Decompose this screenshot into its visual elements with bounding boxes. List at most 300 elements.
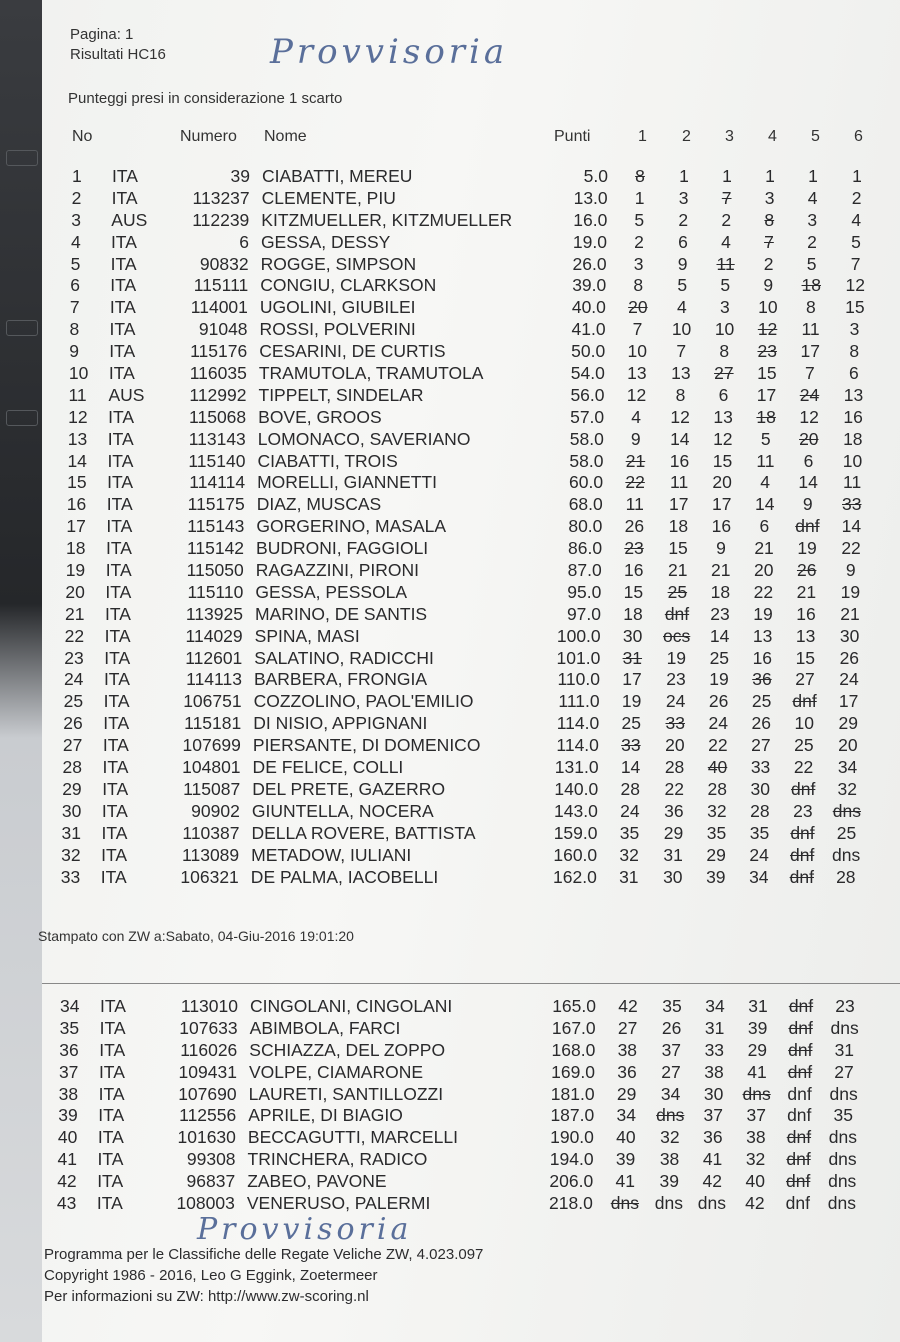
table-row bbox=[40, 275, 898, 297]
points-cell: 60.0 bbox=[569, 472, 604, 493]
nation-cell: ITA bbox=[104, 647, 131, 668]
race-1-cell: 20 bbox=[628, 297, 648, 318]
race-3-cell: 25 bbox=[709, 647, 730, 668]
race-6-cell: 35 bbox=[833, 1105, 853, 1126]
crew-name-cell: ROGGE, SIMPSON bbox=[260, 253, 417, 274]
race-1-cell: 1 bbox=[634, 187, 645, 208]
nation-cell: ITA bbox=[106, 494, 133, 515]
race-5-cell: 17 bbox=[800, 341, 820, 362]
crew-name-cell: BUDRONI, FAGGIOLI bbox=[256, 538, 429, 559]
nation-cell: ITA bbox=[109, 297, 136, 318]
race-4-cell: 29 bbox=[747, 1039, 768, 1060]
position-cell: 29 bbox=[62, 778, 82, 799]
nation-cell: ITA bbox=[104, 625, 131, 646]
race-3-cell: 42 bbox=[702, 1171, 722, 1192]
results-table-page1 bbox=[42, 166, 900, 888]
crew-name-cell: CONGIU, CLARKSON bbox=[260, 275, 437, 296]
points-cell: 168.0 bbox=[551, 1039, 596, 1060]
race-1-cell: 2 bbox=[634, 231, 644, 252]
sail-number-cell: 106751 bbox=[183, 691, 242, 712]
table-row bbox=[37, 494, 895, 516]
sail-number-cell: 99308 bbox=[186, 1149, 236, 1170]
race-5-cell: 16 bbox=[796, 603, 816, 624]
race-1-cell: 23 bbox=[624, 538, 644, 559]
race-2-cell: 26 bbox=[661, 1017, 682, 1038]
position-cell: 31 bbox=[61, 822, 81, 843]
race-4-cell: 11 bbox=[756, 450, 775, 471]
race-4-cell: 37 bbox=[746, 1105, 766, 1126]
results-table-page2 bbox=[42, 996, 900, 1215]
points-cell: 80.0 bbox=[568, 516, 603, 537]
race-4-cell: 23 bbox=[757, 341, 777, 362]
footer-copyright: Copyright 1986 - 2016, Leo G Eggink, Zoetermeer bbox=[44, 1267, 378, 1284]
race-2-cell: 22 bbox=[664, 778, 684, 799]
results-sheet bbox=[38, 0, 900, 1342]
keyboard-key bbox=[6, 320, 38, 336]
race-1-cell: 8 bbox=[633, 275, 644, 296]
race-2-cell: 13 bbox=[671, 363, 691, 384]
table-row bbox=[39, 363, 897, 385]
race-6-cell: 30 bbox=[839, 625, 860, 646]
col-header-race-2: 2 bbox=[682, 128, 691, 145]
race-4-cell: 31 bbox=[748, 996, 768, 1016]
table-row bbox=[42, 166, 900, 188]
race-6-cell: 12 bbox=[845, 275, 865, 296]
race-3-cell: 13 bbox=[713, 406, 733, 427]
table-row bbox=[32, 801, 890, 823]
race-1-cell: 38 bbox=[617, 1039, 638, 1060]
race-3-cell: 38 bbox=[704, 1061, 724, 1082]
nation-cell: ITA bbox=[102, 757, 129, 778]
nation-cell: AUS bbox=[108, 384, 145, 405]
race-6-cell: 10 bbox=[842, 450, 863, 471]
sail-number-cell: 115050 bbox=[186, 560, 244, 581]
race-1-cell: 32 bbox=[619, 844, 639, 865]
crew-name-cell: MORELLI, GIANNETTI bbox=[257, 472, 437, 493]
race-1-cell: 5 bbox=[634, 209, 645, 230]
points-cell: 169.0 bbox=[551, 1061, 595, 1082]
position-cell: 9 bbox=[69, 341, 79, 362]
race-6-cell: 32 bbox=[837, 778, 857, 799]
points-cell: 101.0 bbox=[556, 647, 601, 668]
nation-cell: ITA bbox=[96, 1193, 123, 1214]
race-3-cell: 22 bbox=[708, 735, 728, 756]
points-cell: 39.0 bbox=[572, 275, 607, 296]
points-cell: 181.0 bbox=[550, 1083, 595, 1104]
race-4-cell: 22 bbox=[753, 581, 774, 602]
race-5-cell: dnf bbox=[788, 1017, 813, 1038]
position-cell: 20 bbox=[65, 581, 85, 602]
crew-name-cell: GIUNTELLA, NOCERA bbox=[251, 800, 434, 821]
crew-name-cell: CIABATTI, MEREU bbox=[262, 166, 413, 186]
crew-name-cell: SCHIAZZA, DEL ZOPPO bbox=[249, 1039, 446, 1060]
crew-name-cell: ROSSI, POLVERINI bbox=[259, 319, 416, 340]
nation-cell: ITA bbox=[107, 428, 134, 449]
crew-name-cell: DEL PRETE, GAZERRO bbox=[252, 778, 446, 799]
race-2-cell: 31 bbox=[663, 844, 683, 865]
race-5-cell: 6 bbox=[803, 450, 814, 471]
race-5-cell: dnf bbox=[787, 1083, 812, 1104]
table-row bbox=[33, 713, 891, 735]
race-4-cell: 41 bbox=[747, 1061, 767, 1082]
race-4-cell: 42 bbox=[745, 1193, 765, 1214]
race-6-cell: 19 bbox=[840, 581, 861, 602]
sail-number-cell: 101630 bbox=[177, 1127, 236, 1148]
position-cell: 36 bbox=[59, 1039, 79, 1060]
race-2-cell: dns bbox=[654, 1193, 683, 1214]
race-2-cell: 1 bbox=[679, 166, 689, 186]
crew-name-cell: TRAMUTOLA, TRAMUTOLA bbox=[258, 363, 484, 384]
race-2-cell: 12 bbox=[670, 406, 690, 427]
position-cell: 37 bbox=[58, 1061, 79, 1082]
sail-number-cell: 110387 bbox=[182, 822, 240, 843]
position-cell: 21 bbox=[65, 603, 85, 624]
points-cell: 159.0 bbox=[553, 822, 598, 843]
race-6-cell: 27 bbox=[834, 1061, 854, 1082]
sail-number-cell: 114113 bbox=[186, 669, 242, 690]
race-6-cell: 31 bbox=[834, 1039, 855, 1060]
race-3-cell: 2 bbox=[721, 209, 732, 230]
sail-number-cell: 109431 bbox=[178, 1061, 237, 1082]
table-row bbox=[41, 254, 899, 276]
points-cell: 111.0 bbox=[558, 691, 600, 712]
table-row bbox=[42, 188, 900, 210]
sail-number-cell: 115143 bbox=[187, 516, 245, 537]
table-row bbox=[36, 560, 894, 582]
position-cell: 30 bbox=[61, 800, 82, 821]
race-6-cell: 3 bbox=[849, 319, 860, 340]
nation-cell: ITA bbox=[100, 996, 126, 1016]
sail-number-cell: 108003 bbox=[176, 1193, 235, 1214]
position-cell: 7 bbox=[69, 297, 80, 318]
race-5-cell: dnf bbox=[787, 1105, 812, 1126]
race-5-cell: 25 bbox=[794, 735, 814, 756]
race-3-cell: 34 bbox=[705, 996, 725, 1016]
sail-number-cell: 115140 bbox=[188, 450, 246, 471]
points-cell: 165.0 bbox=[552, 996, 596, 1016]
sail-number-cell: 39 bbox=[230, 166, 250, 186]
race-5-cell: 7 bbox=[804, 363, 815, 384]
nation-cell: ITA bbox=[110, 253, 137, 274]
nation-cell: ITA bbox=[108, 363, 135, 384]
race-6-cell: 22 bbox=[841, 538, 861, 559]
race-4-cell: 40 bbox=[745, 1171, 765, 1192]
table-row bbox=[37, 451, 895, 473]
crew-name-cell: DI NISIO, APPIGNANI bbox=[253, 713, 428, 734]
race-3-cell: 37 bbox=[703, 1105, 723, 1126]
race-1-cell: 26 bbox=[624, 516, 645, 537]
position-cell: 2 bbox=[71, 187, 82, 208]
crew-name-cell: GORGERINO, MASALA bbox=[256, 516, 447, 537]
points-cell: 140.0 bbox=[554, 778, 599, 799]
race-2-cell: 36 bbox=[664, 800, 684, 821]
nation-cell: ITA bbox=[105, 581, 132, 602]
race-4-cell: 8 bbox=[764, 209, 775, 230]
table-row bbox=[27, 1193, 885, 1215]
race-4-cell: 6 bbox=[759, 516, 770, 537]
race-1-cell: 9 bbox=[630, 428, 641, 449]
crew-name-cell: GESSA, DESSY bbox=[260, 231, 391, 252]
table-row bbox=[32, 779, 890, 801]
position-cell: 34 bbox=[60, 996, 80, 1016]
table-row bbox=[29, 1062, 887, 1084]
crew-name-cell: GESSA, PESSOLA bbox=[255, 581, 408, 602]
footer-program: Programma per le Classifiche delle Regate Veliche ZW, 4.023.097 bbox=[44, 1246, 484, 1263]
race-2-cell: 27 bbox=[661, 1061, 681, 1082]
table-row bbox=[28, 1149, 886, 1171]
race-4-cell: 36 bbox=[752, 669, 772, 690]
race-3-cell: 41 bbox=[702, 1149, 723, 1170]
race-5-cell: 5 bbox=[806, 253, 817, 274]
position-cell: 11 bbox=[68, 384, 87, 405]
race-1-cell: 12 bbox=[626, 384, 647, 405]
nation-cell: ITA bbox=[107, 472, 134, 493]
sail-number-cell: 115068 bbox=[189, 406, 247, 427]
race-4-cell: 10 bbox=[758, 297, 778, 318]
position-cell: 35 bbox=[59, 1017, 80, 1038]
race-4-cell: 19 bbox=[753, 603, 773, 624]
points-cell: 114.0 bbox=[556, 713, 600, 734]
sail-number-cell: 113010 bbox=[180, 996, 238, 1016]
race-1-cell: 10 bbox=[627, 341, 647, 362]
race-6-cell: 21 bbox=[840, 603, 860, 624]
race-4-cell: 18 bbox=[756, 406, 776, 427]
position-cell: 12 bbox=[68, 406, 88, 427]
position-cell: 3 bbox=[71, 209, 82, 230]
position-cell: 23 bbox=[64, 647, 84, 668]
col-header-race-4: 4 bbox=[768, 128, 777, 145]
sail-number-cell: 112992 bbox=[189, 384, 247, 405]
position-cell: 14 bbox=[67, 450, 87, 471]
race-6-cell: dns bbox=[828, 1127, 858, 1148]
footer-info: Per informazioni su ZW: http://www.zw-scoring.nl bbox=[44, 1288, 369, 1305]
race-1-cell: 34 bbox=[616, 1105, 636, 1126]
position-cell: 25 bbox=[63, 691, 84, 712]
points-cell: 5.0 bbox=[583, 166, 608, 186]
sail-number-cell: 107699 bbox=[182, 735, 241, 756]
nation-cell: ITA bbox=[98, 1061, 125, 1082]
col-header-number: Numero bbox=[180, 128, 237, 145]
race-4-cell: 12 bbox=[757, 319, 778, 340]
race-6-cell: 13 bbox=[843, 384, 864, 405]
race-4-cell: 1 bbox=[765, 166, 775, 186]
table-row bbox=[34, 669, 892, 691]
race-2-cell: 20 bbox=[665, 735, 685, 756]
points-cell: 41.0 bbox=[571, 319, 606, 340]
points-cell: 162.0 bbox=[553, 866, 597, 887]
points-cell: 58.0 bbox=[569, 450, 604, 471]
table-row bbox=[35, 582, 893, 604]
race-3-cell: 18 bbox=[710, 581, 731, 602]
crew-name-cell: CESARINI, DE CURTIS bbox=[259, 341, 446, 362]
crew-name-cell: DE FELICE, COLLI bbox=[252, 757, 404, 778]
race-3-cell: 26 bbox=[708, 691, 729, 712]
nation-cell: ITA bbox=[103, 669, 130, 690]
race-1-cell: 27 bbox=[617, 1017, 638, 1038]
table-row bbox=[35, 626, 893, 648]
crew-name-cell: METADOW, IULIANI bbox=[251, 844, 412, 865]
race-6-cell: 7 bbox=[850, 253, 861, 274]
race-5-cell: dnf bbox=[786, 1171, 811, 1192]
race-2-cell: 29 bbox=[663, 822, 684, 843]
race-3-cell: 32 bbox=[707, 800, 727, 821]
points-cell: 218.0 bbox=[549, 1193, 593, 1214]
race-6-cell: 29 bbox=[838, 713, 858, 734]
sail-number-cell: 115175 bbox=[187, 494, 245, 515]
race-4-cell: 28 bbox=[750, 800, 770, 821]
race-4-cell: dns bbox=[742, 1083, 771, 1104]
race-6-cell: 15 bbox=[845, 297, 865, 318]
crew-name-cell: LAURETI, SANTILLOZZI bbox=[248, 1083, 444, 1104]
sail-number-cell: 107633 bbox=[179, 1017, 238, 1038]
points-cell: 57.0 bbox=[570, 406, 605, 427]
race-6-cell: dns bbox=[832, 844, 861, 865]
race-5-cell: 15 bbox=[795, 647, 816, 668]
keyboard-key bbox=[6, 410, 38, 426]
sail-number-cell: 106321 bbox=[180, 866, 239, 887]
points-cell: 95.0 bbox=[567, 581, 602, 602]
race-2-cell: 25 bbox=[667, 581, 688, 602]
race-6-cell: dns bbox=[828, 1171, 857, 1192]
crew-name-cell: CINGOLANI, CINGOLANI bbox=[250, 996, 453, 1016]
nation-cell: ITA bbox=[100, 866, 127, 887]
nation-cell: ITA bbox=[109, 341, 136, 362]
race-1-cell: 29 bbox=[616, 1083, 637, 1104]
sail-number-cell: 114114 bbox=[189, 472, 246, 493]
position-cell: 17 bbox=[66, 516, 86, 537]
race-1-cell: 18 bbox=[623, 603, 643, 624]
points-cell: 167.0 bbox=[551, 1017, 596, 1038]
crew-name-cell: BECCAGUTTI, MARCELLI bbox=[247, 1127, 458, 1148]
race-5-cell: 23 bbox=[793, 800, 813, 821]
sail-number-cell: 115110 bbox=[187, 581, 244, 602]
sail-number-cell: 112239 bbox=[192, 209, 250, 230]
race-6-cell: 25 bbox=[836, 822, 857, 843]
race-3-cell: 16 bbox=[711, 516, 732, 537]
nation-cell: ITA bbox=[106, 516, 133, 537]
nation-cell: ITA bbox=[98, 1105, 125, 1126]
race-3-cell: 7 bbox=[721, 187, 732, 208]
nation-cell: ITA bbox=[97, 1171, 124, 1192]
table-row bbox=[34, 691, 892, 713]
race-1-cell: 40 bbox=[616, 1127, 636, 1148]
race-4-cell: 2 bbox=[763, 253, 774, 274]
col-header-race-3: 3 bbox=[725, 128, 734, 145]
sail-number-cell: 113925 bbox=[185, 603, 243, 624]
sail-number-cell: 104801 bbox=[182, 757, 241, 778]
race-6-cell: dns bbox=[830, 1017, 859, 1038]
race-6-cell: 23 bbox=[835, 996, 855, 1016]
handwritten-note: Provvisoria bbox=[270, 32, 509, 72]
race-2-cell: 21 bbox=[667, 560, 688, 581]
race-1-cell: 7 bbox=[632, 319, 643, 340]
race-5-cell: dnf bbox=[791, 778, 816, 799]
nation-cell: ITA bbox=[101, 800, 128, 821]
sail-number-cell: 91048 bbox=[198, 319, 248, 340]
race-1-cell: 11 bbox=[625, 494, 644, 515]
race-6-cell: 24 bbox=[839, 669, 859, 690]
race-6-cell: 11 bbox=[843, 472, 862, 493]
race-3-cell: 23 bbox=[710, 603, 730, 624]
sail-number-cell: 96837 bbox=[186, 1171, 236, 1192]
sail-number-cell: 6 bbox=[239, 231, 249, 252]
crew-name-cell: RAGAZZINI, PIRONI bbox=[255, 560, 420, 581]
table-row bbox=[31, 867, 889, 889]
race-2-cell: 37 bbox=[661, 1039, 682, 1060]
nation-cell: ITA bbox=[112, 166, 138, 186]
position-cell: 39 bbox=[58, 1105, 78, 1126]
points-cell: 110.0 bbox=[557, 669, 600, 690]
race-2-cell: 17 bbox=[669, 494, 689, 515]
sail-number-cell: 115181 bbox=[184, 713, 242, 734]
sail-number-cell: 107690 bbox=[178, 1083, 237, 1104]
position-cell: 15 bbox=[67, 472, 87, 493]
race-4-cell: 26 bbox=[751, 713, 771, 734]
sail-number-cell: 90832 bbox=[199, 253, 249, 274]
position-cell: 4 bbox=[70, 231, 81, 252]
race-4-cell: 30 bbox=[750, 778, 770, 799]
table-row bbox=[35, 604, 893, 626]
race-4-cell: 21 bbox=[754, 538, 774, 559]
race-5-cell: 18 bbox=[801, 275, 821, 296]
nation-cell: ITA bbox=[103, 713, 130, 734]
race-5-cell: 14 bbox=[798, 472, 818, 493]
keyboard-key bbox=[6, 150, 38, 166]
race-1-cell: 28 bbox=[620, 778, 640, 799]
race-4-cell: 5 bbox=[760, 428, 771, 449]
race-6-cell: dns bbox=[832, 800, 861, 821]
position-cell: 41 bbox=[57, 1149, 78, 1170]
race-2-cell: dnf bbox=[664, 603, 690, 624]
table-row bbox=[34, 648, 892, 670]
position-cell: 42 bbox=[57, 1171, 77, 1192]
nation-cell: ITA bbox=[99, 1039, 126, 1060]
race-1-cell: 36 bbox=[617, 1061, 637, 1082]
sail-number-cell: 115087 bbox=[183, 778, 241, 799]
table-row bbox=[40, 319, 898, 341]
race-4-cell: 17 bbox=[756, 384, 777, 405]
crew-name-cell: CIABATTI, TROIS bbox=[257, 450, 398, 471]
race-1-cell: 35 bbox=[619, 822, 640, 843]
table-row bbox=[41, 232, 899, 254]
race-4-cell: 7 bbox=[764, 231, 774, 252]
race-6-cell: 18 bbox=[843, 428, 863, 449]
race-6-cell: 6 bbox=[848, 363, 859, 384]
points-cell: 97.0 bbox=[566, 603, 601, 624]
position-cell: 40 bbox=[57, 1127, 78, 1148]
table-row bbox=[33, 735, 891, 757]
race-6-cell: dns bbox=[828, 1149, 857, 1170]
race-1-cell: 17 bbox=[622, 669, 642, 690]
crew-name-cell: KITZMUELLER, KITZMUELLER bbox=[261, 209, 513, 230]
race-1-cell: 13 bbox=[627, 363, 647, 384]
table-row bbox=[38, 429, 896, 451]
race-1-cell: 16 bbox=[623, 560, 644, 581]
race-6-cell: 20 bbox=[838, 735, 858, 756]
sail-number-cell: 113089 bbox=[182, 844, 240, 865]
race-1-cell: 25 bbox=[621, 713, 641, 734]
race-3-cell: dns bbox=[697, 1193, 726, 1214]
nation-cell: ITA bbox=[106, 538, 132, 559]
race-2-cell: 5 bbox=[677, 275, 688, 296]
race-5-cell: 9 bbox=[802, 494, 813, 515]
crew-name-cell: SPINA, MASI bbox=[254, 625, 360, 646]
crew-name-cell: UGOLINI, GIUBILEI bbox=[259, 297, 416, 318]
position-cell: 33 bbox=[60, 866, 81, 887]
race-5-cell: 21 bbox=[796, 581, 817, 602]
race-4-cell: 38 bbox=[746, 1127, 766, 1148]
race-5-cell: 4 bbox=[807, 187, 818, 208]
